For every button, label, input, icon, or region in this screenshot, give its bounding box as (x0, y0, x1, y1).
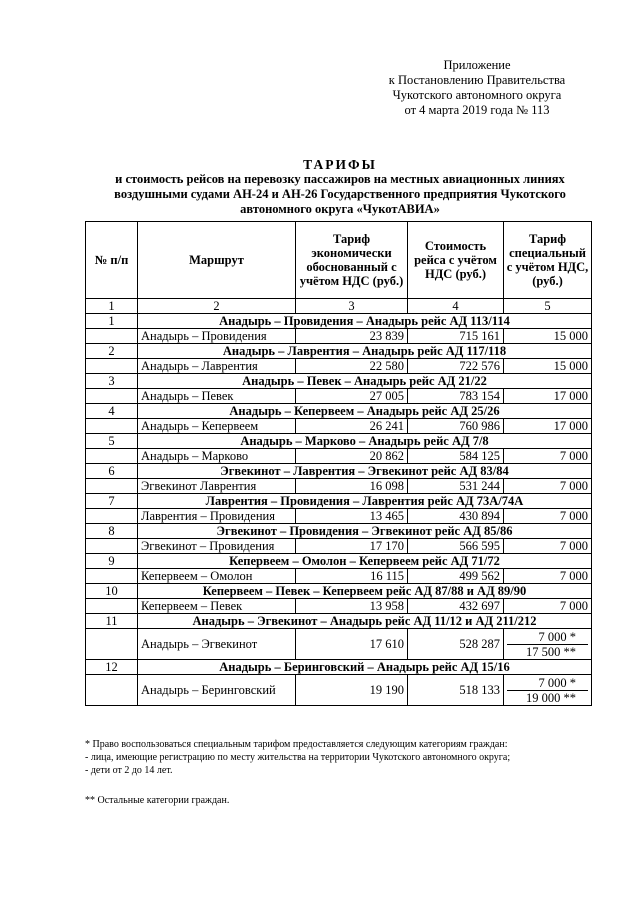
document-subtitle (70, 172, 610, 217)
route-segment: Анадырь – Кепервеем (138, 419, 296, 434)
special-tariff-value: 15 000 (504, 359, 592, 374)
economic-tariff-value: 16 115 (296, 569, 408, 584)
route-header-row (86, 494, 592, 509)
route-header-row (86, 660, 592, 675)
route-segment: Анадырь – Эгвекинот (138, 629, 296, 660)
flight-cost-value: 518 133 (408, 675, 504, 706)
special-tariff-value: 7 000 (504, 479, 592, 494)
route-number: 5 (86, 434, 138, 449)
empty-cell (86, 509, 138, 524)
table-row (86, 509, 592, 524)
economic-tariff-value: 13 958 (296, 599, 408, 614)
subtitle-line: воздушными судами АН-24 и АН-26 Государственного предприятия Чукотского (114, 187, 566, 201)
route-header-row (86, 614, 592, 629)
empty-cell (86, 329, 138, 344)
economic-tariff-value: 26 241 (296, 419, 408, 434)
flight-cost-value: 430 894 (408, 509, 504, 524)
header-economic-tariff: Тариф экономически обоснованный с учётом НДС (руб.) (296, 222, 408, 299)
table-row (86, 629, 592, 660)
special-tariff-value: 7 000 (504, 509, 592, 524)
economic-tariff-value: 23 839 (296, 329, 408, 344)
route-title: Эгвекинот – Лаврентия – Эгвекинот рейс АД 83/84 (138, 464, 592, 479)
table-row (86, 359, 592, 374)
route-segment: Анадырь – Лаврентия (138, 359, 296, 374)
route-number: 11 (86, 614, 138, 629)
table-row (86, 539, 592, 554)
annex-line: к Постановлению Правительства (388, 73, 566, 87)
header-special-tariff: Тариф специальный с учётом НДС, (руб.) (504, 222, 592, 299)
table-row (86, 569, 592, 584)
empty-cell (86, 599, 138, 614)
route-segment: Эгвекинот – Провидения (138, 539, 296, 554)
route-title: Анадырь – Певек – Анадырь рейс АД 21/22 (138, 374, 592, 389)
footnotes (85, 738, 605, 807)
route-number: 3 (86, 374, 138, 389)
route-segment: Кепервеем – Певек (138, 599, 296, 614)
column-number: 1 (86, 299, 138, 314)
special-tariff-value: 7 000 (504, 539, 592, 554)
special-tariff-value: 7 000 * (538, 675, 576, 690)
footnote-line: - дети от 2 до 14 лет. (85, 765, 173, 776)
special-tariff-value: 19 000 ** (507, 690, 588, 705)
route-number: 8 (86, 524, 138, 539)
route-header-row (86, 404, 592, 419)
footnote-line: ** Остальные категории граждан. (85, 795, 230, 806)
economic-tariff-value: 27 005 (296, 389, 408, 404)
column-number: 4 (408, 299, 504, 314)
route-header-row (86, 464, 592, 479)
route-number: 9 (86, 554, 138, 569)
column-number: 2 (138, 299, 296, 314)
flight-cost-value: 715 161 (408, 329, 504, 344)
subtitle-line: автономного округа «ЧукотАВИА» (240, 202, 440, 216)
table-row (86, 479, 592, 494)
column-numbering-row (86, 299, 592, 314)
route-segment: Кепервеем – Омолон (138, 569, 296, 584)
annex-line: Приложение (443, 58, 511, 72)
document-heading: ТАРИФЫ (303, 157, 377, 172)
special-tariff-value: 7 000 * (538, 629, 576, 644)
route-header-row (86, 524, 592, 539)
special-tariff-value: 7 000 (504, 449, 592, 464)
route-title: Анадырь – Беринговский – Анадырь рейс АД 15/16 (138, 660, 592, 675)
special-tariff-value: 17 500 ** (507, 644, 588, 659)
special-tariff-value: 7 000 (504, 599, 592, 614)
route-title: Анадырь – Провидения – Анадырь рейс АД 113/114 (138, 314, 592, 329)
route-title: Анадырь – Марково – Анадырь рейс АД 7/8 (138, 434, 592, 449)
empty-cell (86, 419, 138, 434)
special-tariff-cell (504, 629, 592, 660)
flight-cost-value: 528 287 (408, 629, 504, 660)
special-tariff-value: 15 000 (504, 329, 592, 344)
flight-cost-value: 566 595 (408, 539, 504, 554)
table-row (86, 675, 592, 706)
route-header-row (86, 374, 592, 389)
empty-cell (86, 359, 138, 374)
tariffs-table (85, 221, 592, 706)
route-title: Эгвекинот – Провидения – Эгвекинот рейс АД 85/86 (138, 524, 592, 539)
flight-cost-value: 760 986 (408, 419, 504, 434)
annex-block (362, 58, 592, 118)
empty-cell (86, 479, 138, 494)
flight-cost-value: 531 244 (408, 479, 504, 494)
route-number: 10 (86, 584, 138, 599)
route-segment: Анадырь – Марково (138, 449, 296, 464)
table-row (86, 389, 592, 404)
empty-cell (86, 449, 138, 464)
footnote-line: - лица, имеющие регистрацию по месту жительства на территории Чукотского автономного округа; (85, 752, 511, 763)
table-row (86, 419, 592, 434)
empty-cell (86, 569, 138, 584)
route-header-row (86, 554, 592, 569)
annex-line: от 4 марта 2019 года № 113 (404, 103, 550, 117)
header-route: Маршрут (138, 222, 296, 299)
route-header-row (86, 584, 592, 599)
route-number: 7 (86, 494, 138, 509)
route-title: Кепервеем – Певек – Кепервеем рейс АД 87/88 и АД 89/90 (138, 584, 592, 599)
route-segment: Эгвекинот Лаврентия (138, 479, 296, 494)
route-segment: Анадырь – Провидения (138, 329, 296, 344)
table-row (86, 329, 592, 344)
route-number: 4 (86, 404, 138, 419)
flight-cost-value: 499 562 (408, 569, 504, 584)
route-title: Анадырь – Лаврентия – Анадырь рейс АД 117/118 (138, 344, 592, 359)
footnote-spacer (85, 777, 605, 794)
economic-tariff-value: 19 190 (296, 675, 408, 706)
economic-tariff-value: 13 465 (296, 509, 408, 524)
footnote-line: * Право воспользоваться специальным тарифом предоставляется следующим категориям граждан: (85, 739, 508, 750)
empty-cell (86, 539, 138, 554)
annex-line: Чукотского автономного округа (392, 88, 562, 102)
empty-cell (86, 629, 138, 660)
route-number: 1 (86, 314, 138, 329)
table-row (86, 449, 592, 464)
special-tariff-value: 17 000 (504, 389, 592, 404)
empty-cell (86, 389, 138, 404)
flight-cost-value: 584 125 (408, 449, 504, 464)
route-segment: Анадырь – Беринговский (138, 675, 296, 706)
route-header-row (86, 314, 592, 329)
subtitle-line: и стоимость рейсов на перевозку пассажиров на местных авиационных линиях (115, 172, 565, 186)
column-number: 3 (296, 299, 408, 314)
table-row (86, 599, 592, 614)
flight-cost-value: 432 697 (408, 599, 504, 614)
route-number: 2 (86, 344, 138, 359)
special-tariff-cell (504, 675, 592, 706)
route-title: Кепервеем – Омолон – Кепервеем рейс АД 71/72 (138, 554, 592, 569)
economic-tariff-value: 17 610 (296, 629, 408, 660)
empty-cell (86, 675, 138, 706)
route-title: Лаврентия – Провидения – Лаврентия рейс АД 73А/74А (138, 494, 592, 509)
route-title: Анадырь – Эгвекинот – Анадырь рейс АД 11/12 и АД 211/212 (138, 614, 592, 629)
route-header-row (86, 344, 592, 359)
economic-tariff-value: 20 862 (296, 449, 408, 464)
route-header-row (86, 434, 592, 449)
route-segment: Анадырь – Певек (138, 389, 296, 404)
route-segment: Лаврентия – Провидения (138, 509, 296, 524)
flight-cost-value: 783 154 (408, 389, 504, 404)
special-tariff-value: 17 000 (504, 419, 592, 434)
flight-cost-value: 722 576 (408, 359, 504, 374)
route-title: Анадырь – Кепервеем – Анадырь рейс АД 25/26 (138, 404, 592, 419)
economic-tariff-value: 22 580 (296, 359, 408, 374)
header-flight-cost: Стоимость рейса с учётом НДС (руб.) (408, 222, 504, 299)
economic-tariff-value: 16 098 (296, 479, 408, 494)
economic-tariff-value: 17 170 (296, 539, 408, 554)
special-tariff-value: 7 000 (504, 569, 592, 584)
route-number: 12 (86, 660, 138, 675)
route-number: 6 (86, 464, 138, 479)
header-number: № п/п (86, 222, 138, 299)
column-number: 5 (504, 299, 592, 314)
